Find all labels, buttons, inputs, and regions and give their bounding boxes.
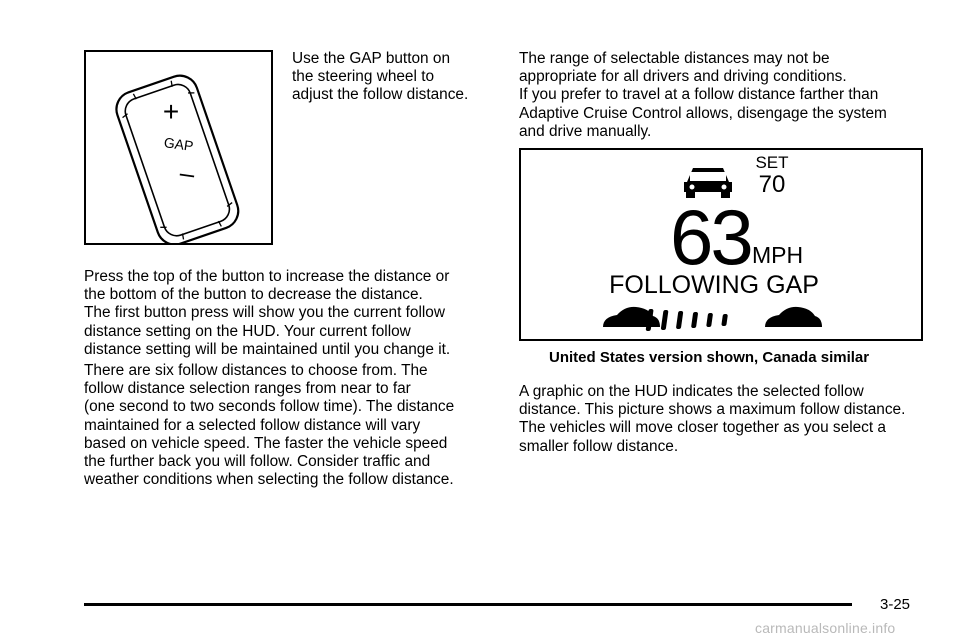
gap-button-illustration: [86, 52, 271, 243]
text-line: based on vehicle speed. The faster the vehicle speed: [84, 434, 448, 452]
set-label: SET: [755, 153, 789, 172]
current-speed: 63: [670, 193, 751, 281]
text-line: maintained for a selected follow distance will vary: [84, 416, 421, 434]
hud-caption: United States version shown, Canada similar: [549, 349, 870, 366]
text-line: Press the top of the button to increase the distance or: [84, 268, 450, 285]
text-line: smaller follow distance.: [519, 437, 679, 455]
text-line: the bottom of the button to decrease the distance.: [84, 286, 423, 304]
gap-label: GAP: [162, 134, 195, 155]
gap-button-figure: [84, 50, 273, 245]
text-line: appropriate for all drivers and driving conditions.: [519, 68, 847, 86]
text-line: follow distance selection ranges from near to far: [84, 380, 411, 398]
gap-bar-icon: [676, 311, 684, 329]
text-line: and drive manually.: [519, 122, 652, 140]
page-number: 3-25: [880, 596, 911, 613]
gap-bar-icon: [706, 313, 713, 327]
text-line: distance setting on the HUD. Your current follow: [84, 322, 411, 340]
text-line: distance setting will be maintained until you change it.: [84, 340, 451, 358]
speed-unit: MPH: [752, 242, 804, 268]
text-line: The first button press will show you the current follow: [84, 304, 445, 322]
press-paragraph: [84, 268, 450, 359]
hud-illustration: [521, 150, 921, 339]
six-distances-paragraph: [84, 362, 454, 489]
text-line: weather conditions when selecting the follow distance.: [84, 471, 454, 489]
text-line: distance. This picture shows a maximum follow distance.: [519, 401, 906, 419]
text-line: Adaptive Cruise Control allows, disengage the system: [519, 104, 887, 122]
range-paragraph: [519, 50, 887, 141]
graphic-paragraph: [519, 383, 905, 456]
watermark-text: carmanualsonline.info: [755, 620, 896, 636]
gap-bar-icon: [691, 312, 698, 328]
text-line: adjust the follow distance.: [292, 86, 469, 104]
set-speed: 70: [758, 171, 786, 198]
text-line: the steering wheel to: [292, 68, 435, 86]
text-line: (one second to two seconds follow time). The distance: [84, 398, 455, 416]
text-line: The vehicles will move closer together as you select a: [519, 419, 886, 437]
text-line: If you prefer to travel at a follow distance farther than: [519, 86, 879, 104]
text-line: A graphic on the HUD indicates the selected follow: [519, 383, 864, 400]
text-line: There are six follow distances to choose from. The: [84, 362, 428, 379]
text-line: The range of selectable distances may not be: [519, 50, 830, 67]
gap-bar-icon: [661, 310, 669, 330]
footer-rule: [84, 603, 852, 606]
car-side-icon: [765, 307, 822, 327]
gap-intro-paragraph: [292, 50, 468, 105]
minus-icon: –: [178, 157, 197, 189]
following-gap-label: FOLLOWING GAP: [609, 271, 819, 299]
text-line: the further back you will follow. Consider traffic and: [84, 453, 431, 471]
text-line: Use the GAP button on: [292, 50, 451, 67]
plus-icon: +: [162, 96, 180, 127]
gap-bar-icon: [721, 314, 728, 326]
hud-display-figure: [519, 148, 923, 341]
